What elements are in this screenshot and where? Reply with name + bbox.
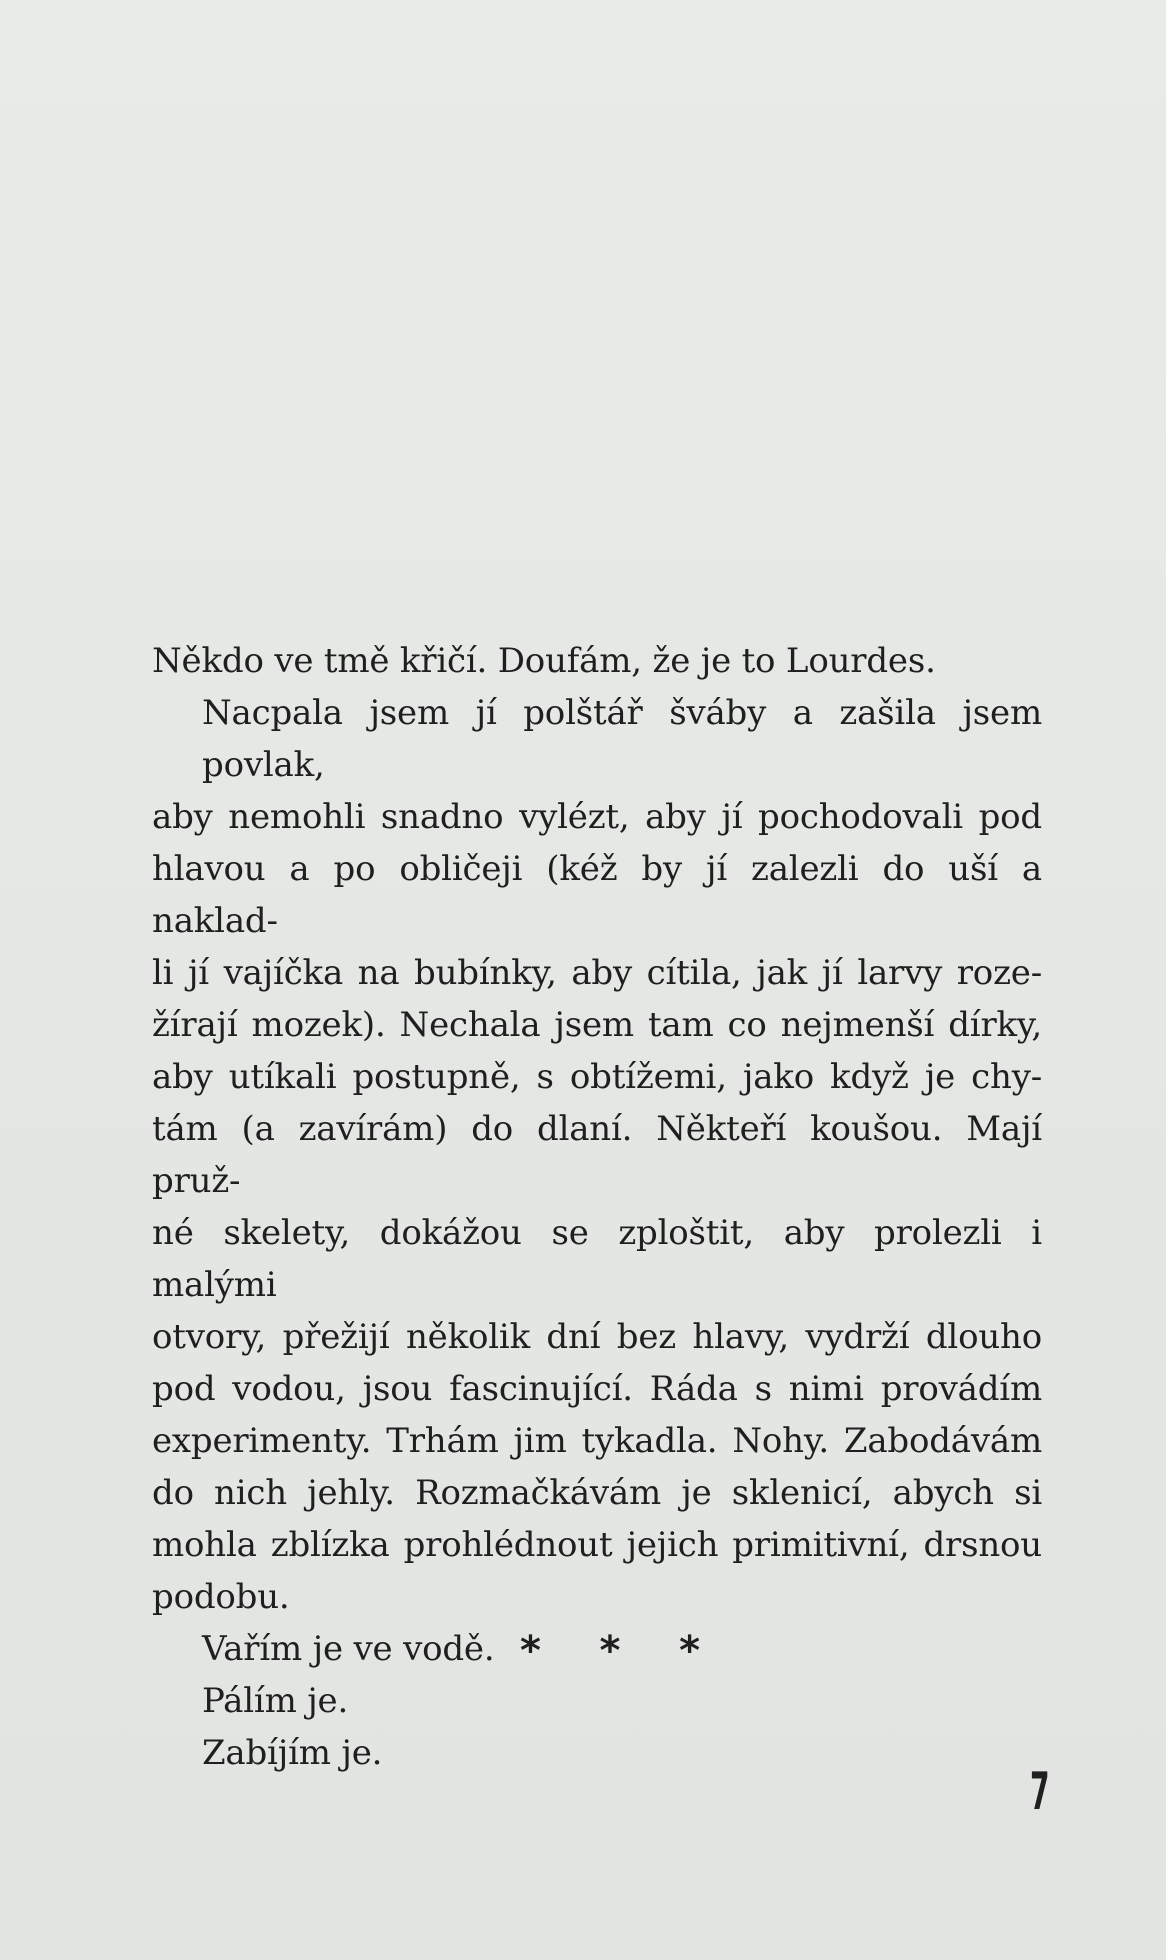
text-line: podobu. bbox=[152, 1577, 290, 1617]
page-number: 7 bbox=[1030, 1762, 1050, 1822]
body-text bbox=[152, 635, 1042, 1779]
text-line: pod vodou, jsou fascinující. Ráda s nimi provádím bbox=[152, 1369, 1042, 1409]
text-line: aby nemohli snadno vylézt, aby jí pochodovali pod bbox=[152, 797, 1042, 837]
separator-asterisk: * bbox=[520, 1628, 541, 1674]
text-line: hlavou a po obličeji (kéž by jí zalezli do uší a naklad- bbox=[152, 849, 1042, 941]
separator-asterisk: * bbox=[679, 1628, 700, 1674]
text-line: Někdo ve tmě křičí. Doufám, že je to Lourdes. bbox=[152, 641, 936, 681]
text-line: tám (a zavírám) do dlaní. Někteří koušou. Mají pruž- bbox=[152, 1109, 1042, 1201]
text-line: do nich jehly. Rozmačkávám je sklenicí, abych si bbox=[152, 1473, 1042, 1513]
text-line: aby utíkali postupně, s obtížemi, jako když je chy- bbox=[152, 1057, 1042, 1097]
text-line: Zabíjím je. bbox=[202, 1733, 383, 1773]
text-line: Pálím je. bbox=[202, 1681, 349, 1721]
separator-asterisk: * bbox=[599, 1628, 621, 1674]
text-line: Vařím je ve vodě. bbox=[202, 1629, 495, 1669]
text-line: né skelety, dokážou se zploštit, aby prolezli i malými bbox=[152, 1213, 1042, 1305]
text-line: experimenty. Trhám jim tykadla. Nohy. Zabodávám bbox=[152, 1421, 1042, 1461]
section-separator bbox=[520, 1628, 700, 1674]
text-line: Nacpala jsem jí polštář šváby a zašila jsem povlak, bbox=[202, 693, 1042, 785]
text-line: otvory, přežijí několik dní bez hlavy, vydrží dlouho bbox=[152, 1317, 1042, 1357]
text-line: mohla zblízka prohlédnout jejich primitivní, drsnou bbox=[152, 1525, 1042, 1565]
text-line: žírají mozek). Nechala jsem tam co nejmenší dírky, bbox=[152, 1005, 1042, 1045]
text-line: li jí vajíčka na bubínky, aby cítila, jak jí larvy roze- bbox=[152, 953, 1042, 993]
